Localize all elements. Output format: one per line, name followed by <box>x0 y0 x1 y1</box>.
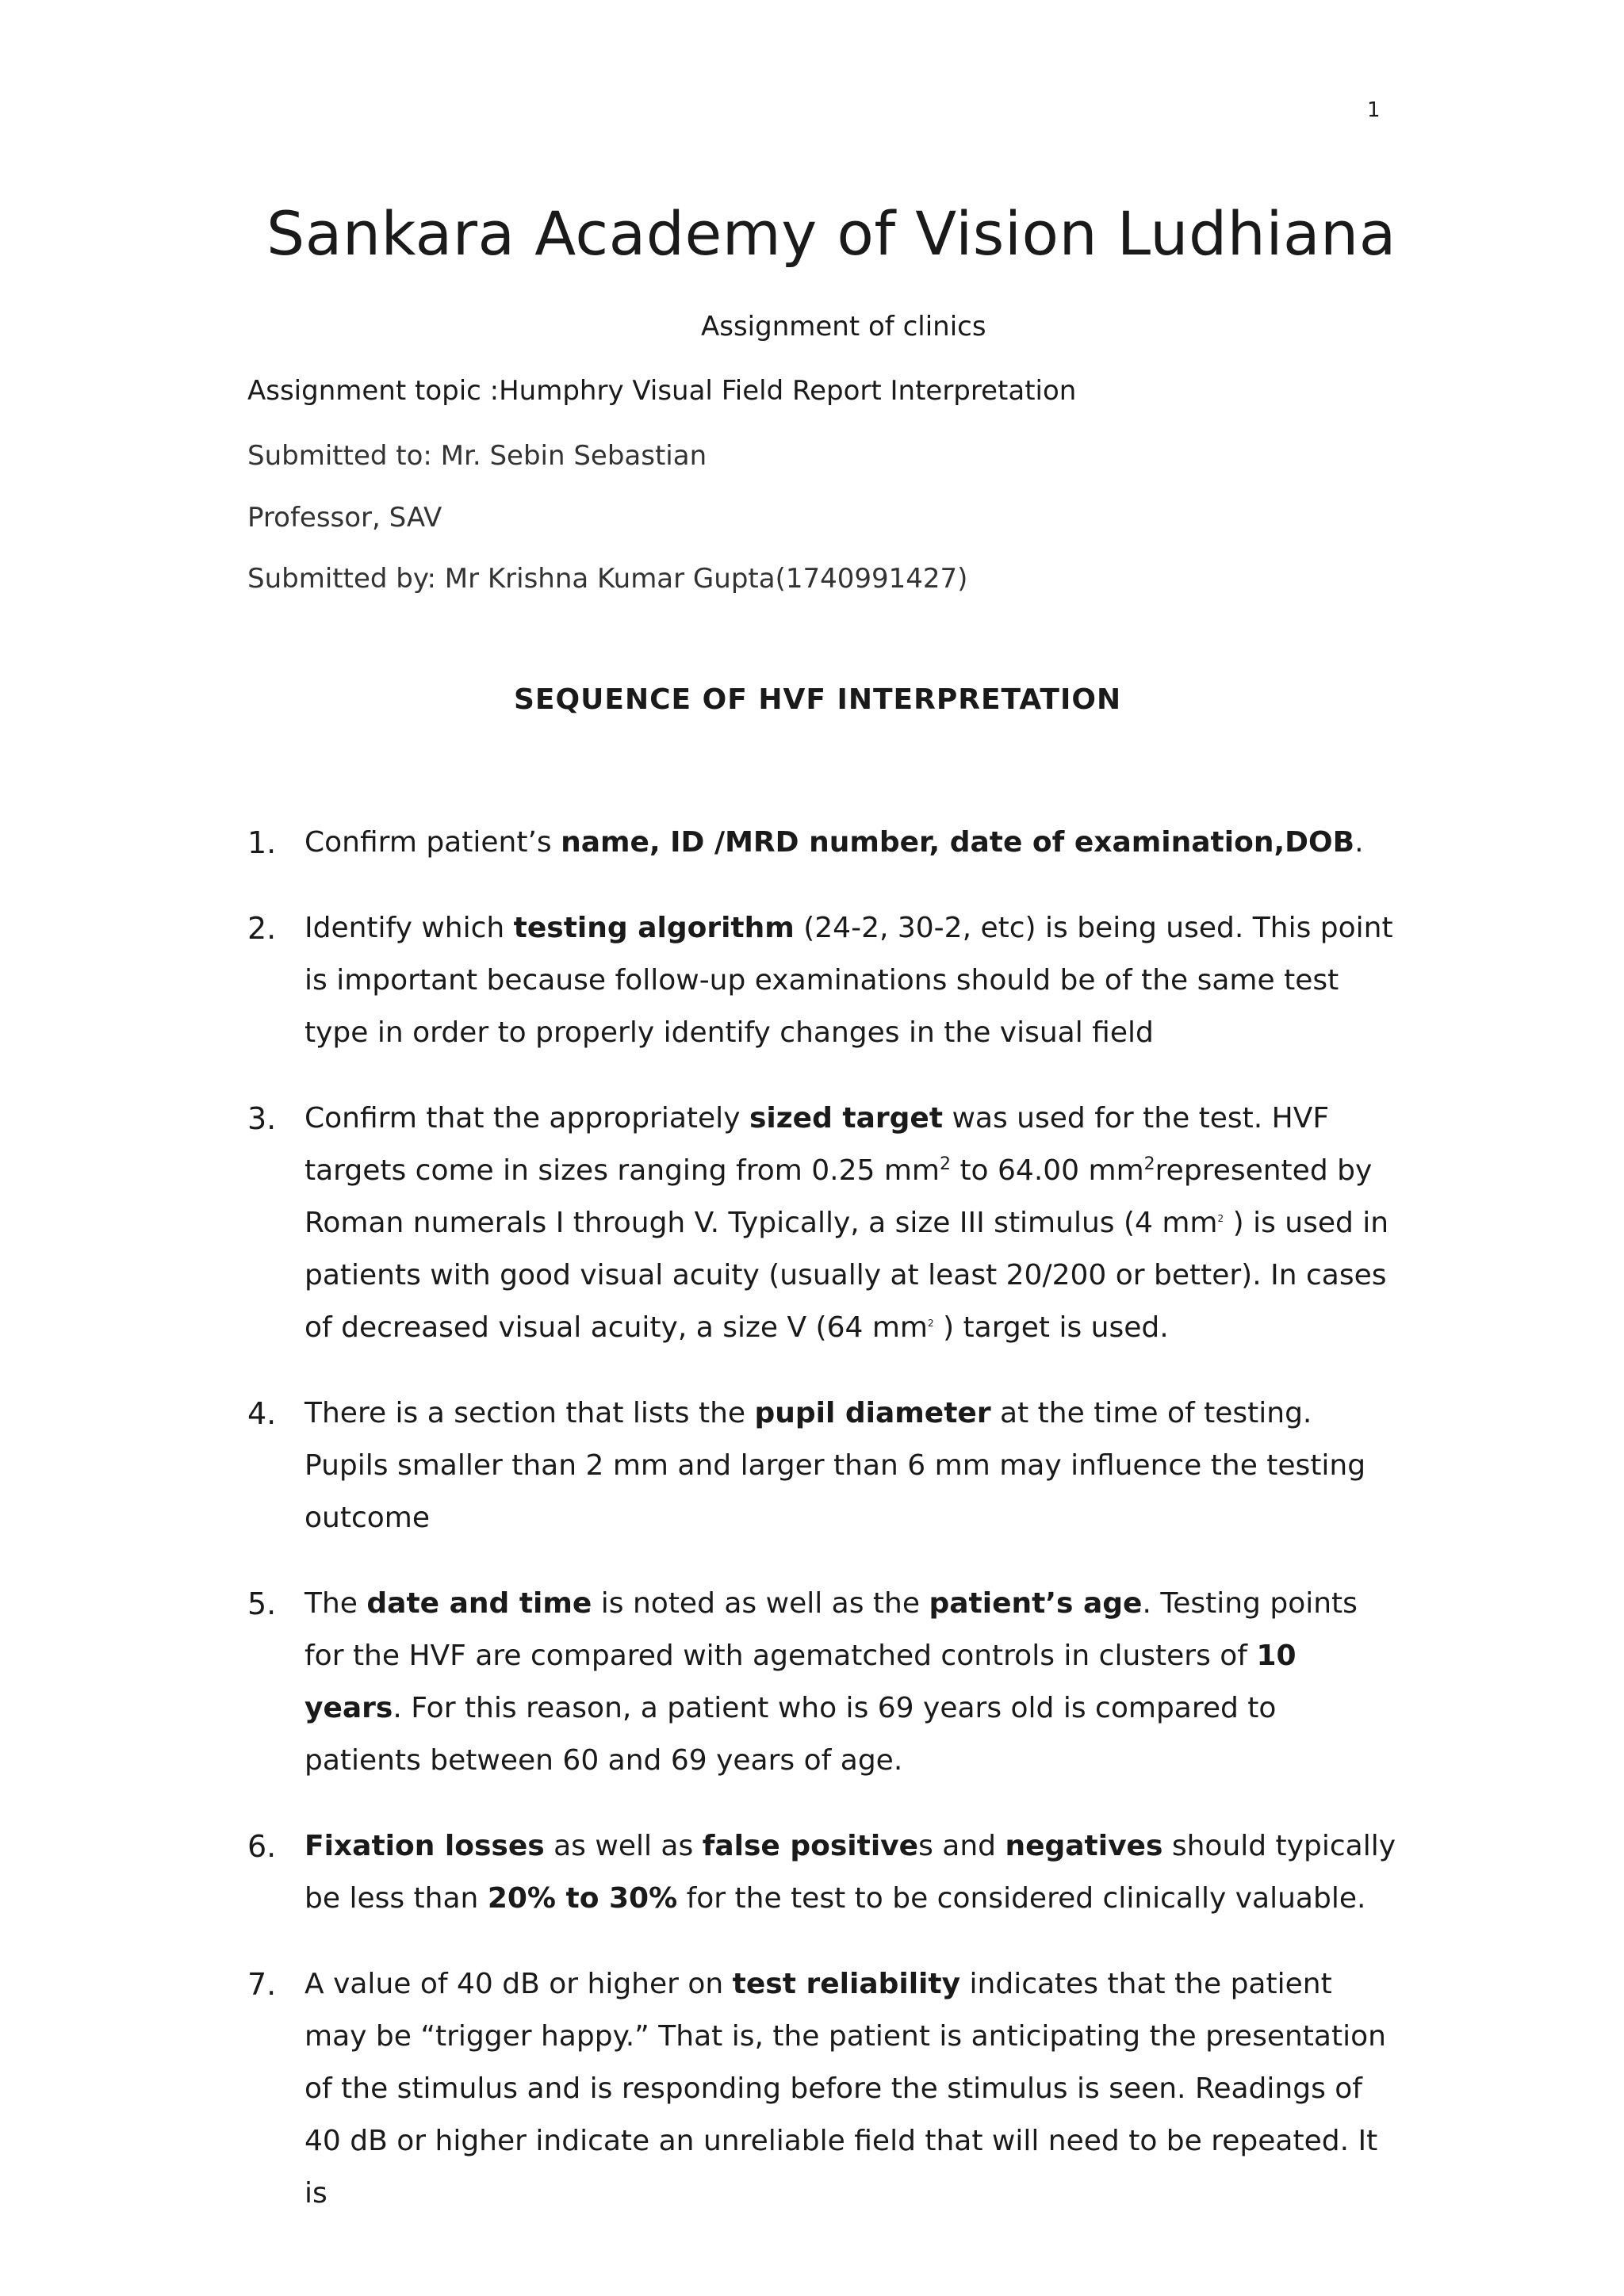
submitted-to: Submitted to: Mr. Sebin Sebastian <box>247 440 707 472</box>
step-number: 3. <box>247 1101 277 1136</box>
step-text: Fixation losses as well as false positives and negatives should typically be less than 20% to 30% for the test to be considered clinically valuable. <box>304 1830 1396 1915</box>
section-heading: SEQUENCE OF HVF INTERPRETATION <box>514 683 1122 716</box>
step-item <box>247 1958 1396 2220</box>
step-item <box>247 1578 1396 1787</box>
interpretation-steps-list <box>247 817 1396 2253</box>
step-item <box>247 1820 1396 1925</box>
step-text: Confirm patient’s name, ID /MRD number, date of examination,DOB. <box>304 826 1364 859</box>
step-number: 1. <box>247 825 277 860</box>
document-title: Sankara Academy of Vision Ludhiana <box>266 198 1396 269</box>
step-number: 7. <box>247 1967 277 2002</box>
submitted-by: Submitted by: Mr Krishna Kumar Gupta(1740991427) <box>247 563 968 595</box>
step-text: A value of 40 dB or higher on test reliability indicates that the patient may be “trigger happy.” That is, the patient is anticipating the presentation of the stimulus and is responding before the stimulus is seen. Readings of 40 dB or higher indicate an unreliable field that will need to be repeated. It is <box>304 1968 1386 2210</box>
step-text: Confirm that the appropriately sized target was used for the test. HVF targets come in sizes ranging from 0.25 $mm^2$ to 64.00 $mm^2represented$ by Roman numerals I through V. Typically, a size III stimulus (4 $mm^2$ ) is used in patients with good visual acuity (usually at least 20/200 or better). In cases of decreased visual acuity, a size V (64 $mm^2$ ) target is used. <box>304 1102 1389 1344</box>
document-subtitle: Assignment of clinics <box>701 311 986 342</box>
step-item <box>247 817 1396 869</box>
step-text: There is a section that lists the pupil diameter at the time of testing. Pupils smaller than 2 mm and larger than 6 mm may influence the testing outcome <box>304 1397 1366 1534</box>
step-number: 6. <box>247 1829 277 1864</box>
step-number: 5. <box>247 1586 277 1621</box>
step-item <box>247 1387 1396 1544</box>
page-number: 1 <box>1367 98 1381 122</box>
step-text: The date and time is noted as well as the patient’s age. Testing points for the HVF are compared with agematched controls in clusters of 10 years. For this reason, a patient who is 69 years old is compared to patients between 60 and 69 years of age. <box>304 1587 1358 1777</box>
step-number: 2. <box>247 911 277 946</box>
step-text: Identify which testing algorithm (24-2, 30-2, etc) is being used. This point is important because follow-up examinations should be of the same test type in order to properly identify changes in the visual field <box>304 912 1393 1049</box>
step-item <box>247 902 1396 1059</box>
professor-line: Professor, SAV <box>247 502 442 534</box>
assignment-topic: Assignment topic :Humphry Visual Field Report Interpretation <box>247 375 1077 407</box>
step-item <box>247 1093 1396 1354</box>
step-number: 4. <box>247 1396 277 1431</box>
